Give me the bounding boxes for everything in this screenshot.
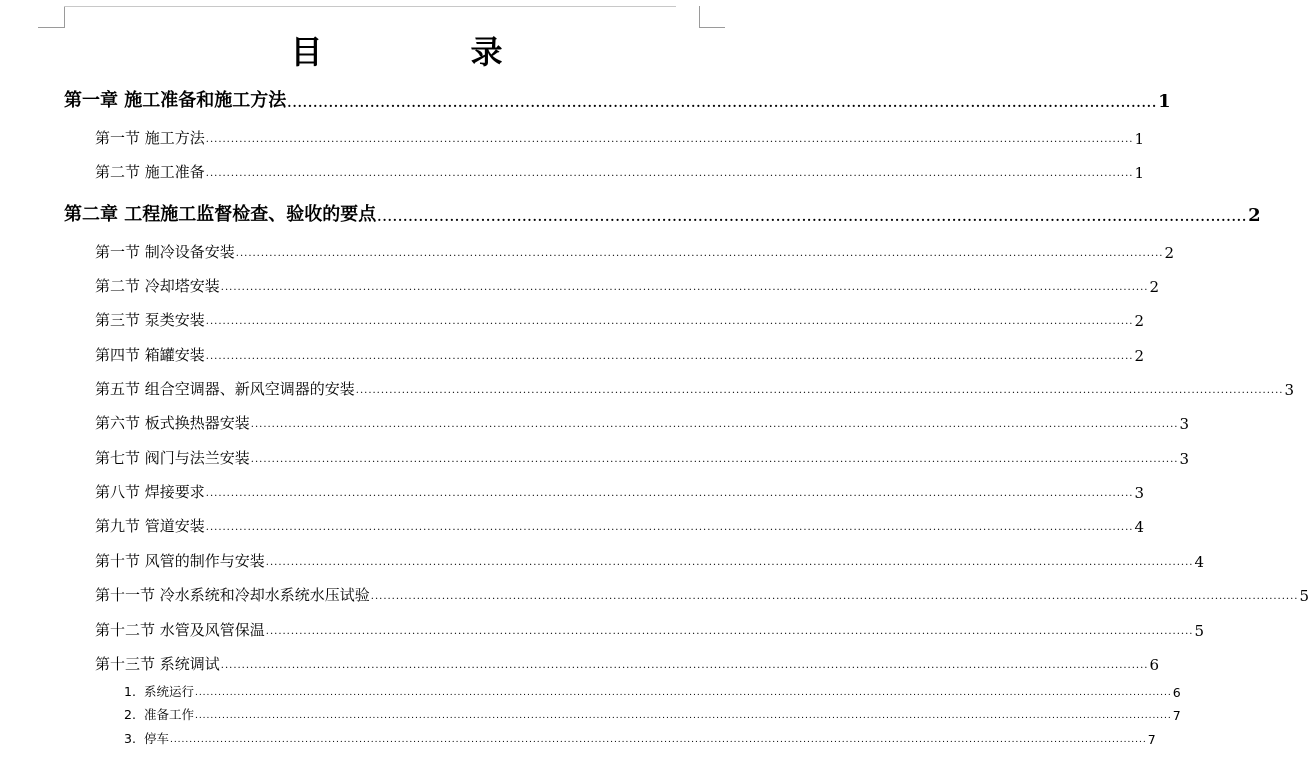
toc-entry-label: 第一章 施工准备和施工方法 — [64, 90, 287, 111]
toc-entry-label: 第十二节 水管及风管保温 — [95, 621, 265, 639]
toc-entry-text: 准备工作 — [143, 707, 194, 722]
toc-entry-section[interactable] — [95, 411, 1190, 433]
toc-page-number: 2 — [1164, 244, 1175, 262]
toc-entry-label: 第七节 阀门与法兰安装 — [95, 449, 250, 467]
dot-leader: .............................................................................................................................................................................................................................. — [265, 626, 1194, 637]
toc-entry-section[interactable] — [95, 618, 1205, 640]
toc-page-number: 3 — [1134, 484, 1145, 502]
dot-leader: ............................................................................................................................................................................................................................................................. — [194, 711, 1172, 721]
toc-page-number: 6 — [1149, 656, 1160, 674]
toc-page-number: 4 — [1194, 553, 1205, 571]
toc-title: 目 录 — [290, 33, 561, 71]
toc-entry-label: 第五节 组合空调器、新风空调器的安装 — [95, 380, 355, 398]
dot-leader: ............................................................................................................................................................................................................................................................. — [194, 688, 1172, 698]
toc-page-number: 2 — [1149, 278, 1160, 296]
toc-entry-label — [124, 682, 194, 700]
toc-entry-subsection[interactable] — [124, 682, 1181, 700]
toc-entry-label: 第二节 冷却塔安装 — [95, 277, 220, 295]
toc-page-number: 1 — [1134, 130, 1145, 148]
toc-entry-label: 第十节 风管的制作与安装 — [95, 552, 265, 570]
toc-entry-chapter-1[interactable] — [64, 86, 1171, 112]
dot-leader: .............................................................................................................................................................................................................................. — [205, 168, 1134, 179]
dot-leader: .............................................................................................................................................................................................................................. — [205, 134, 1134, 145]
toc-entry-section[interactable] — [95, 274, 1160, 296]
toc-entry-label: 第二章 工程施工监督检查、验收的要点 — [64, 204, 377, 225]
toc-page-number: 2 — [1134, 312, 1145, 330]
toc-page-number: 6 — [1172, 685, 1181, 700]
toc-page-number: 2 — [1134, 347, 1145, 365]
dot-leader: .............................................................................................................................................................................................................................. — [250, 419, 1179, 430]
toc-entry-section[interactable] — [95, 377, 1295, 399]
toc-page-number: 5 — [1299, 587, 1309, 605]
toc-page-number: 7 — [1172, 708, 1181, 723]
toc-entry-label: 第三节 泵类安装 — [95, 311, 205, 329]
dot-leader: ............................................................................................................................................................................................................................................................. — [169, 735, 1147, 745]
corner-mark-top-right-vertical — [699, 6, 700, 28]
corner-mark-top-left-vertical — [64, 6, 65, 28]
toc-page-number: 1 — [1158, 91, 1171, 112]
dot-leader: .............................................................................................................................................................................................................................. — [205, 488, 1134, 499]
toc-page-number: 2 — [1248, 205, 1261, 226]
header-line — [64, 6, 676, 7]
toc-entry-text: 系统运行 — [143, 684, 194, 699]
toc-entry-section[interactable] — [95, 583, 1309, 605]
toc-entry-number: 1. — [124, 684, 136, 699]
dot-leader: .............................................................................................................................................................................................................................. — [250, 454, 1179, 465]
toc-page-number: 3 — [1284, 381, 1295, 399]
corner-mark-top-right-horizontal — [699, 27, 725, 28]
toc-entry-label: 第一节 制冷设备安装 — [95, 243, 235, 261]
toc-entry-section[interactable] — [95, 446, 1190, 468]
toc-entry-section[interactable] — [95, 160, 1145, 182]
toc-entry-section[interactable] — [95, 549, 1205, 571]
dot-leader: .............................................................................................................................................................................................................................. — [235, 248, 1164, 259]
toc-entry-section[interactable] — [95, 343, 1145, 365]
toc-entry-subsection[interactable] — [124, 729, 1156, 747]
toc-entry-label: 第六节 板式换热器安装 — [95, 414, 250, 432]
toc-entry-label: 第一节 施工方法 — [95, 129, 205, 147]
toc-entry-label: 第九节 管道安装 — [95, 517, 205, 535]
toc-entry-label: 第八节 焊接要求 — [95, 483, 205, 501]
dot-leader: .............................................................................................................................................................................................................................. — [220, 660, 1149, 671]
corner-mark-top-left-horizontal — [38, 27, 65, 28]
dot-leader: ........................................................................................................................................................................ — [287, 96, 1158, 110]
toc-entry-text: 停车 — [143, 731, 169, 746]
toc-page-number: 5 — [1194, 622, 1205, 640]
dot-leader: .............................................................................................................................................................................................................................. — [370, 591, 1299, 602]
toc-entry-section[interactable] — [95, 480, 1145, 502]
toc-entry-label — [124, 705, 194, 723]
dot-leader: ........................................................................................................................................................................ — [377, 210, 1248, 224]
toc-entry-label: 第四节 箱罐安装 — [95, 346, 205, 364]
dot-leader: .............................................................................................................................................................................................................................. — [220, 282, 1149, 293]
toc-entry-label: 第二节 施工准备 — [95, 163, 205, 181]
toc-page-number: 4 — [1134, 518, 1145, 536]
toc-page-number: 1 — [1134, 164, 1145, 182]
toc-page-number: 3 — [1179, 415, 1190, 433]
toc-entry-label — [124, 729, 169, 747]
toc-page-number: 3 — [1179, 450, 1190, 468]
dot-leader: .............................................................................................................................................................................................................................. — [355, 385, 1284, 396]
toc-entry-number: 3. — [124, 731, 136, 746]
toc-entry-label: 第十一节 冷水系统和冷却水系统水压试验 — [95, 586, 370, 604]
toc-entry-subsection[interactable] — [124, 705, 1181, 723]
dot-leader: .............................................................................................................................................................................................................................. — [205, 316, 1134, 327]
toc-entry-label: 第十三节 系统调试 — [95, 655, 220, 673]
toc-entry-section[interactable] — [95, 240, 1175, 262]
toc-entry-section[interactable] — [95, 652, 1160, 674]
toc-entry-section[interactable] — [95, 514, 1145, 536]
toc-entry-section[interactable] — [95, 126, 1145, 148]
toc-entry-section[interactable] — [95, 308, 1145, 330]
dot-leader: .............................................................................................................................................................................................................................. — [205, 351, 1134, 362]
toc-entry-chapter-2[interactable] — [64, 200, 1261, 226]
toc-page-number: 7 — [1147, 732, 1156, 747]
dot-leader: .............................................................................................................................................................................................................................. — [205, 522, 1134, 533]
toc-entry-number: 2. — [124, 707, 136, 722]
dot-leader: .............................................................................................................................................................................................................................. — [265, 557, 1194, 568]
